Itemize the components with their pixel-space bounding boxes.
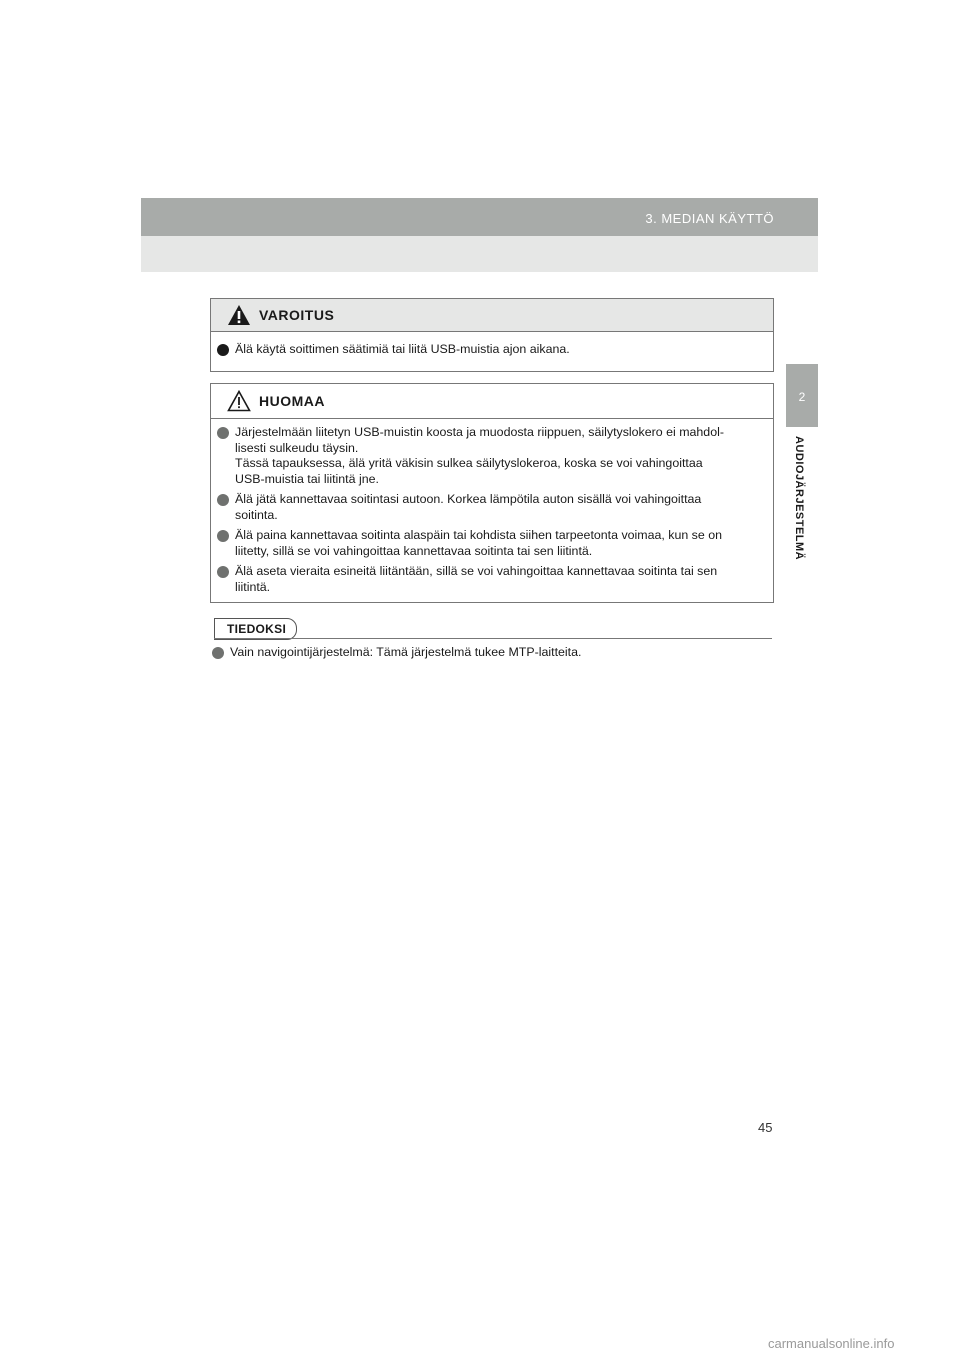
section-title: 3. MEDIAN KÄYTTÖ — [645, 211, 774, 226]
caution-item — [217, 564, 769, 595]
warning-title: VAROITUS — [259, 307, 335, 323]
watermark-link[interactable]: carmanualsonline.info — [768, 1336, 895, 1351]
warning-box — [210, 298, 774, 372]
info-divider — [214, 638, 772, 639]
caution-title: HUOMAA — [259, 393, 325, 409]
bullet-icon — [217, 427, 229, 439]
warning-header — [211, 299, 773, 332]
caution-box — [210, 383, 774, 603]
caution-line: USB-muistia tai liitintä jne. — [235, 471, 379, 486]
bullet-icon — [217, 566, 229, 578]
caution-line: Älä paina kannettavaa soitinta alaspäin tai kohdista siihen tarpeetonta voimaa, kun se on — [235, 528, 722, 542]
info-text: Vain navigointijärjestelmä: Tämä järjestelmä tukee MTP-laitteita. — [230, 645, 582, 659]
info-item — [212, 645, 772, 661]
side-tab-number: 2 — [798, 390, 806, 404]
caution-line: Älä jätä kannettavaa soitintasi autoon. Korkea lämpötila auton sisällä voi vahingoittaa — [235, 492, 702, 506]
caution-line: lisesti sulkeudu täysin. — [235, 440, 359, 455]
warning-triangle-icon — [227, 304, 251, 326]
info-tag: TIEDOKSI — [214, 618, 297, 640]
caution-item — [217, 492, 769, 523]
caution-item — [217, 528, 769, 559]
bullet-icon — [212, 647, 224, 659]
caution-line: liitetty, sillä se voi vahingoittaa kannettavaa soitinta tai sen liitintä. — [235, 543, 593, 558]
bullet-icon — [217, 494, 229, 506]
bullet-icon — [217, 530, 229, 542]
side-tab-label: AUDIOJÄRJESTELMÄ — [793, 436, 805, 561]
page-number: 45 — [758, 1120, 773, 1135]
caution-line: Tässä tapauksessa, älä yritä väkisin sulkea säilytyslokeroa, koska se voi vahingoittaa — [235, 456, 703, 470]
caution-line: Järjestelmään liitetyn USB-muistin koosta ja muodosta riippuen, säilytyslokero ei mahdol- — [235, 425, 724, 439]
caution-header — [211, 384, 773, 419]
warning-item — [217, 342, 769, 358]
bullet-icon — [217, 344, 229, 356]
caution-item — [217, 425, 769, 487]
caution-line: Älä aseta vieraita esineitä liitäntään, sillä se voi vahingoittaa kannettavaa soitinta tai sen — [235, 564, 718, 578]
caution-line: soitinta. — [235, 507, 278, 522]
caution-line: liitintä. — [235, 579, 271, 594]
warning-text: Älä käytä soittimen säätimiä tai liitä USB-muistia ajon aikana. — [235, 342, 570, 356]
caution-triangle-icon — [227, 390, 251, 412]
header-sub-bar — [141, 236, 818, 272]
